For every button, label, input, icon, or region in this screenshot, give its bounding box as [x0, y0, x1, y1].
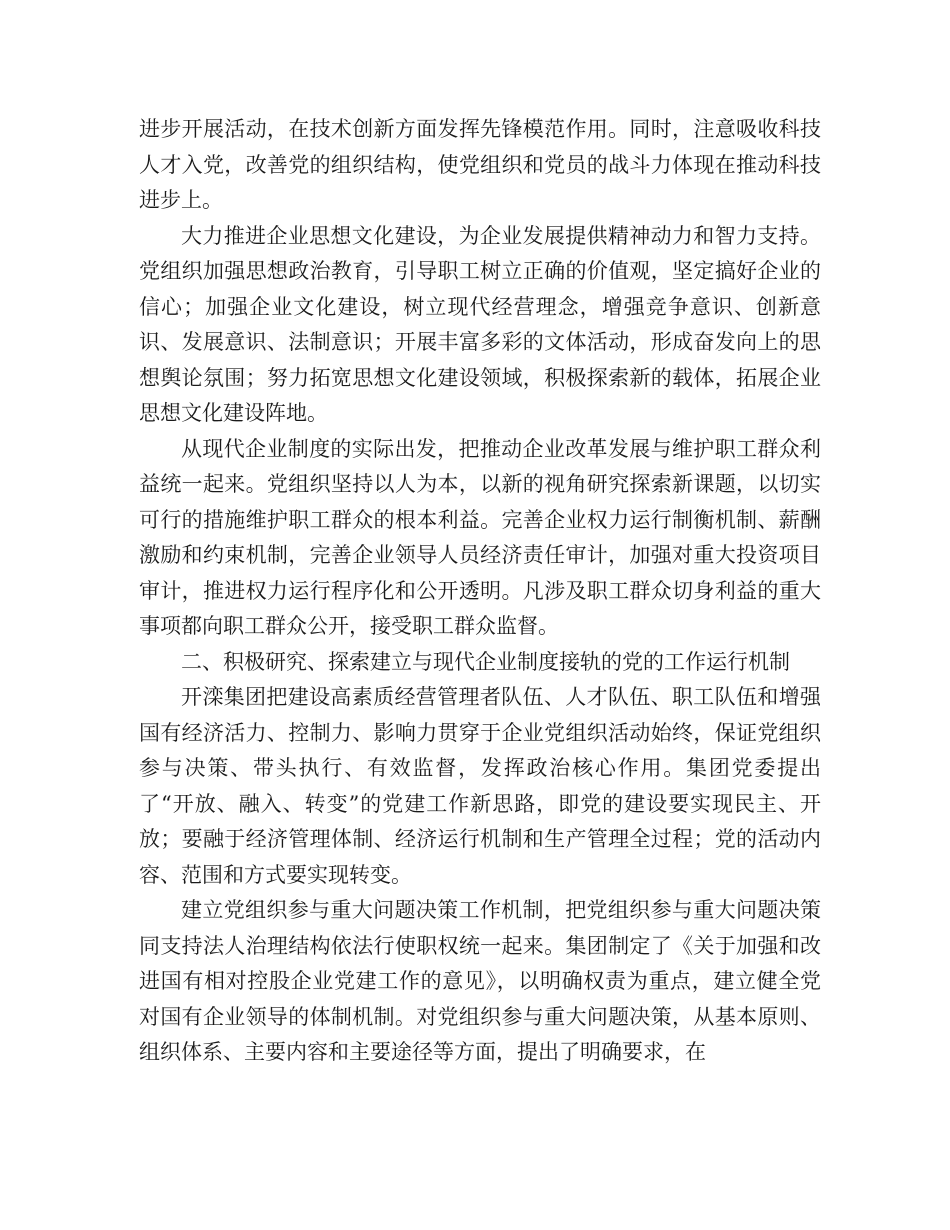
paragraph-continuation: 进步开展活动，在技术创新方面发挥先锋模范作用。同时，注意吸收科技人才入党，改善党的组织结构，使党组织和党员的战斗力体现在推动科技进步上。 — [139, 117, 821, 212]
paragraph-decision-mechanism: 建立党组织参与重大问题决策工作机制，把党组织参与重大问题决策同支持法人治理结构依法行使职权统一起来。集团制定了《关于加强和改进国有相对控股企业党建工作的意见》，以明确权责为重点，建立健全党对国有企业领导的体制机制。对党组织参与重大问题决策，从基本原则、组织体系、主要内容和主要途径等方面，提出了明确要求，在 — [139, 898, 821, 1064]
paragraph-kailuan-group: 开滦集团把建设高素质经营管理者队伍、人才队伍、职工队伍和增强国有经济活力、控制力、影响力贯穿于企业党组织活动始终，保证党组织参与决策、带头执行、有效监督，发挥政治核心作用。集团党委提出了“开放、融入、转变”的党建工作新思路，即党的建设要实现民主、开放；要融于经济管理体制、经济运行机制和生产管理全过程；党的活动内容、范围和方式要实现转变。 — [139, 685, 821, 887]
paragraph-culture: 大力推进企业思想文化建设，为企业发展提供精神动力和智力支持。党组织加强思想政治教育，引导职工树立正确的价值观，坚定搞好企业的信心；加强企业文化建设，树立现代经营理念，增强竞争意识、创新意识、发展意识、法制意识；开展丰富多彩的文体活动，形成奋发向上的思想舆论氛围；努力拓宽思想文化建设领域，积极探索新的载体，拓展企业思想文化建设阵地。 — [139, 223, 821, 425]
document-page — [139, 112, 821, 1071]
paragraph-worker-interests: 从现代企业制度的实际出发，把推动企业改革发展与维护职工群众利益统一起来。党组织坚持以人为本，以新的视角研究探索新课题，以切实可行的措施维护职工群众的根本利益。完善企业权力运行制衡机制、薪酬激励和约束机制，完善企业领导人员经济责任审计，加强对重大投资项目审计，推进权力运行程序化和公开透明。凡涉及职工群众切身利益的重大事项都向职工群众公开，接受职工群众监督。 — [139, 436, 821, 638]
section-heading: 二、积极研究、探索建立与现代企业制度接轨的党的工作运行机制 — [181, 649, 790, 674]
